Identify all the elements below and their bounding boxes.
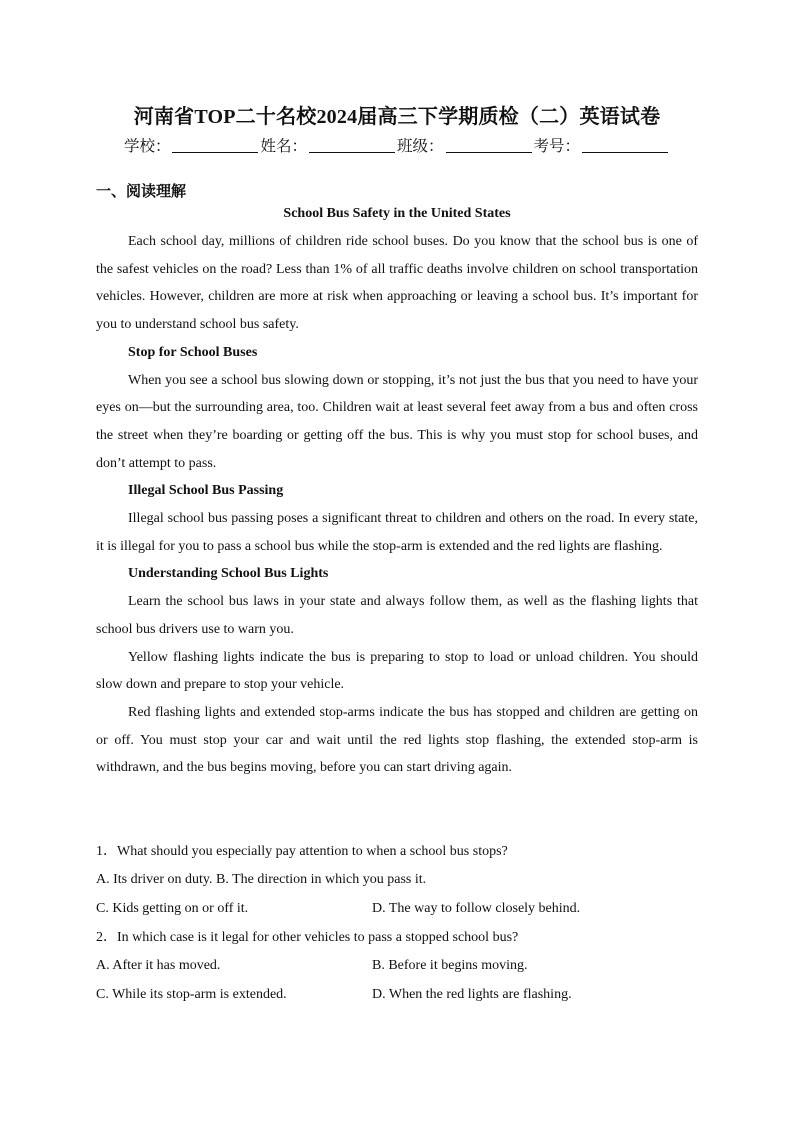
question-stem: 2．In which case is it legal for other vehicles to pass a stopped school bus? (96, 930, 519, 945)
student-info-line (0, 134, 794, 156)
question-stem: 1．What should you especially pay attention to when a school bus stops? (96, 844, 508, 859)
passage-intro-paragraph: Each school day, millions of children ride school buses. Do you know that the school bus is one of the safest vehicles on the road? Less than 1% of all traffic deaths involve children on school transportation vehicles. However, children are more at risk when approaching or leaving a school bus. It’s important for you to understand school bus safety. (96, 234, 698, 333)
paragraph-yellow-lights: Yellow flashing lights indicate the bus is preparing to stop to load or unload children. You should slow down and prepare to stop your vehicle. (96, 649, 698, 693)
school-blank (172, 137, 258, 153)
paragraph-red-lights: Red flashing lights and extended stop-arms indicate the bus has stopped and children are getting on or off. You must stop your car and wait until the red lights stop flashing, the extended stop-arm is withdrawn, and the bus begins moving, before you can start driving again. (96, 704, 698, 776)
option-c[interactable]: C. Kids getting on or off it. (96, 900, 249, 916)
paragraph-laws: Learn the school bus laws in your state and always follow them, as well as the flashing lights that school bus drivers use to warn you. (96, 594, 698, 637)
section-heading: 一、阅读理解 (96, 182, 187, 200)
page-title: 河南省TOP二十名校2024届高三下学期质检（二）英语试卷 (133, 106, 661, 128)
subheading-lights: Understanding School Bus Lights (128, 566, 329, 582)
class-blank (446, 137, 532, 153)
school-label: 学校： (123, 137, 171, 155)
options-a-b[interactable]: A. Its driver on duty. B. The direction in which you pass it. (96, 872, 427, 887)
option-row (96, 866, 698, 895)
subheading-illegal-passing: Illegal School Bus Passing (128, 483, 284, 499)
class-label: 班级： (397, 137, 444, 155)
question-2 (96, 923, 698, 1009)
passage-body (96, 228, 698, 782)
option-row (96, 981, 698, 1010)
paragraph-illegal-passing: Illegal school bus passing poses a significant threat to children and others on the road. In every state, it is illegal for you to pass a school bus while the stop-arm is extended and the red lights are flashing. (96, 511, 698, 554)
subheading-stop: Stop for School Buses (128, 344, 258, 360)
option-d[interactable]: D. The way to follow closely behind. (372, 900, 581, 916)
name-blank (309, 137, 395, 153)
option-a[interactable]: A. After it has moved. (96, 958, 221, 973)
name-label: 姓名： (260, 137, 307, 155)
paragraph-stop: When you see a school bus slowing down or stopping, it’s not just the bus that you need to have your eyes on—but the surrounding area, too. Children wait at least several feet away from a bus and often cross the street when they’re boarding or getting off the bus. This is why you must stop for school buses, and don’t attempt to pass. (96, 372, 698, 471)
exam-number-label: 考号： (533, 137, 581, 155)
option-c[interactable]: C. While its stop-arm is extended. (96, 986, 287, 1002)
option-d[interactable]: D. When the red lights are flashing. (372, 986, 572, 1002)
option-b[interactable]: B. Before it begins moving. (372, 958, 528, 973)
option-row (96, 895, 698, 924)
passage-title: School Bus Safety in the United States (283, 206, 511, 221)
option-row (96, 952, 698, 981)
questions (96, 837, 698, 1009)
question-1 (96, 837, 698, 923)
exam-number-blank (582, 137, 668, 153)
